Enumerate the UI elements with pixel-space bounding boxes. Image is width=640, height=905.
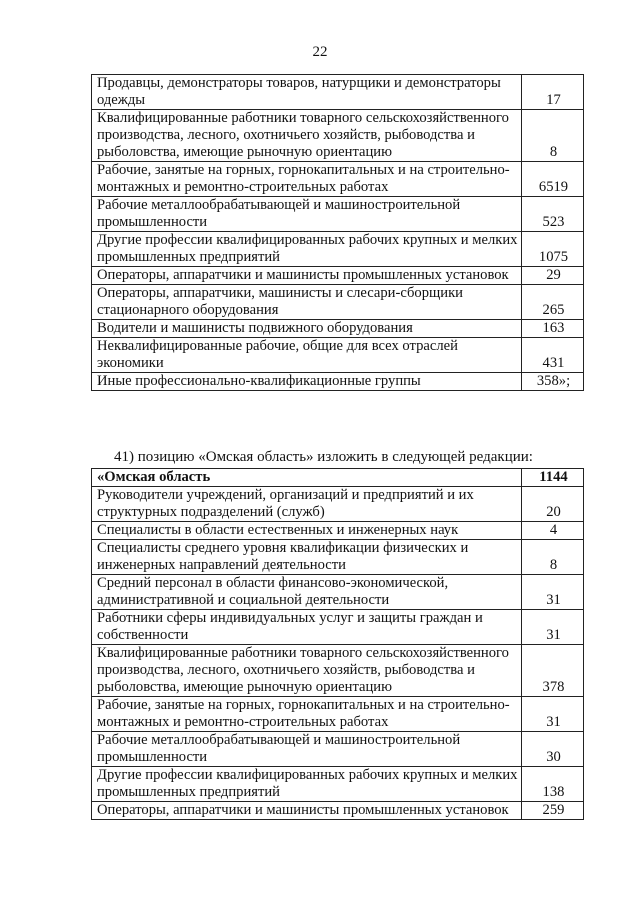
- quota-value: 523: [522, 197, 584, 232]
- occupation-group-name: Квалифицированные работники товарного сельскохозяйственного производства, лесного, охотничьего хозяйств, рыбоводства и рыболовства, имеющие рыночную ориентацию: [92, 645, 522, 697]
- occupation-group-name: Руководители учреждений, организаций и предприятий и их структурных подразделений (служб): [92, 487, 522, 522]
- quota-value: 29: [522, 267, 584, 285]
- occupation-group-name: Другие профессии квалифицированных рабочих крупных и мелких промышленных предприятий: [92, 767, 522, 802]
- quota-value: 20: [522, 487, 584, 522]
- table-row: [92, 338, 584, 373]
- quota-value: 259: [522, 802, 584, 820]
- table-row: [92, 373, 584, 391]
- region-name: «Омская область: [92, 469, 522, 487]
- occupation-group-name: Продавцы, демонстраторы товаров, натурщики и демонстраторы одежды: [92, 75, 522, 110]
- occupation-group-name: Работники сферы индивидуальных услуг и защиты граждан и собственности: [92, 610, 522, 645]
- quota-value: 265: [522, 285, 584, 320]
- table-row: [92, 197, 584, 232]
- quota-value: 30: [522, 732, 584, 767]
- quota-value: 378: [522, 645, 584, 697]
- quota-value: 4: [522, 522, 584, 540]
- quota-value: 138: [522, 767, 584, 802]
- quota-value: 31: [522, 697, 584, 732]
- table-row: [92, 110, 584, 162]
- table-row: [92, 522, 584, 540]
- table-row: [92, 645, 584, 697]
- amendment-instruction: 41) позицию «Омская область» изложить в следующей редакции:: [114, 449, 533, 465]
- omsk-region-table: [91, 468, 584, 820]
- table-row: [92, 767, 584, 802]
- quota-value: 1075: [522, 232, 584, 267]
- quota-value: 8: [522, 540, 584, 575]
- table-row: [92, 320, 584, 338]
- quota-value: 31: [522, 575, 584, 610]
- table-row: [92, 487, 584, 522]
- occupation-group-name: Рабочие, занятые на горных, горнокапитальных и на строительно-монтажных и ремонтно-строительных работах: [92, 162, 522, 197]
- table-row: [92, 575, 584, 610]
- allocation-table-continued: [91, 74, 584, 391]
- table-row: [92, 802, 584, 820]
- table-row: [92, 75, 584, 110]
- table-row: [92, 232, 584, 267]
- occupation-group-name: Специалисты среднего уровня квалификации физических и инженерных направлений деятельности: [92, 540, 522, 575]
- quota-value: 358»;: [522, 373, 584, 391]
- occupation-group-name: Водители и машинисты подвижного оборудования: [92, 320, 522, 338]
- occupation-group-name: Рабочие, занятые на горных, горнокапитальных и на строительно-монтажных и ремонтно-строительных работах: [92, 697, 522, 732]
- occupation-group-name: Квалифицированные работники товарного сельскохозяйственного производства, лесного, охотничьего хозяйств, рыбоводства и рыболовства, имеющие рыночную ориентацию: [92, 110, 522, 162]
- omsk-region-table-body: [92, 469, 584, 820]
- occupation-group-name: Рабочие металлообрабатывающей и машиностроительной промышленности: [92, 197, 522, 232]
- table-row: [92, 610, 584, 645]
- occupation-group-name: Операторы, аппаратчики и машинисты промышленных установок: [92, 267, 522, 285]
- page-number: 22: [312, 44, 328, 60]
- quota-value: 6519: [522, 162, 584, 197]
- region-total: 1144: [522, 469, 584, 487]
- quota-value: 17: [522, 75, 584, 110]
- region-header-row: [92, 469, 584, 487]
- quota-value: 163: [522, 320, 584, 338]
- table-row: [92, 732, 584, 767]
- occupation-group-name: Операторы, аппаратчики и машинисты промышленных установок: [92, 802, 522, 820]
- quota-value: 31: [522, 610, 584, 645]
- table-row: [92, 267, 584, 285]
- occupation-group-name: Операторы, аппаратчики, машинисты и слесари-сборщики стационарного оборудования: [92, 285, 522, 320]
- occupation-group-name: Средний персонал в области финансово-экономической, административной и социальной деятельности: [92, 575, 522, 610]
- quota-value: 8: [522, 110, 584, 162]
- occupation-group-name: Другие профессии квалифицированных рабочих крупных и мелких промышленных предприятий: [92, 232, 522, 267]
- occupation-group-name: Рабочие металлообрабатывающей и машиностроительной промышленности: [92, 732, 522, 767]
- table-row: [92, 162, 584, 197]
- occupation-group-name: Неквалифицированные рабочие, общие для всех отраслей экономики: [92, 338, 522, 373]
- allocation-table-body: [92, 75, 584, 391]
- occupation-group-name: Иные профессионально-квалификационные группы: [92, 373, 522, 391]
- table-row: [92, 540, 584, 575]
- table-row: [92, 697, 584, 732]
- table-row: [92, 285, 584, 320]
- occupation-group-name: Специалисты в области естественных и инженерных наук: [92, 522, 522, 540]
- quota-value: 431: [522, 338, 584, 373]
